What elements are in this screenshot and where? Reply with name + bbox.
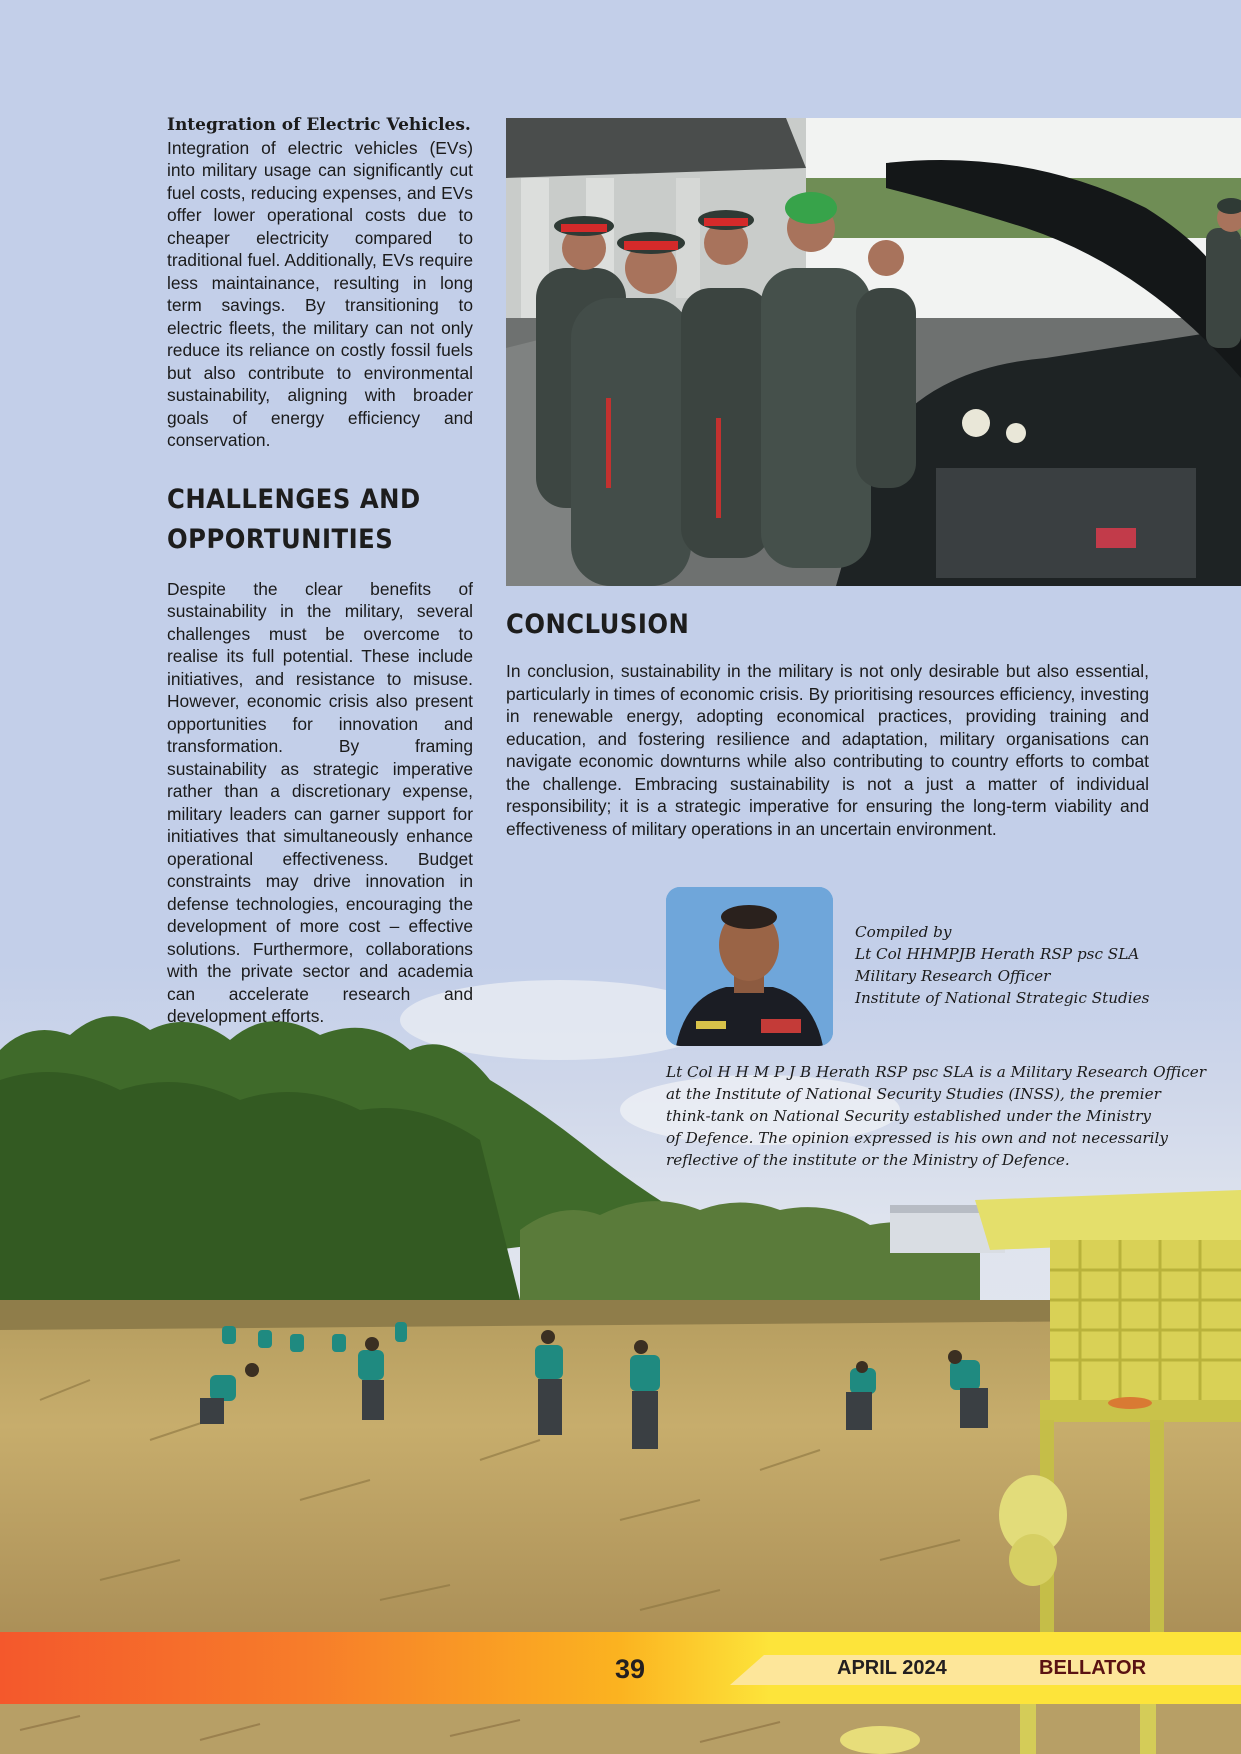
bio-line: of Defence. The opinion expressed is his own and not necessarily [666, 1129, 1168, 1147]
author-portrait [666, 887, 833, 1046]
bio-line: Lt Col H H M P J B Herath RSP psc SLA is a Military Research Officer [666, 1063, 1206, 1081]
officers-inspecting-vehicle-photo [506, 118, 1241, 586]
footer-tab [730, 1655, 1241, 1685]
credit-line: Lt Col HHMPJB Herath RSP psc SLA [855, 945, 1140, 963]
conclusion-text: In conclusion, sustainability in the military is not only desirable but also essential, particularly in times of economic crisis. By prioritising resources efficiency, investing in renewable energy, adopting economical practices, providing training and education, and fostering resilience and adaptation, military organisations can navigate economic downturns while also contributing to country efforts to combat the challenge. Embracing sustainability is not a just a matter of individual responsibility; it is a strategic imperative for ensuring the long-term viability and effectiveness of military operations in an uncertain environment. [506, 661, 1149, 839]
bio-line: at the Institute of National Security Studies (INSS), the premier [666, 1085, 1161, 1103]
magazine-name: BELLATOR [1039, 1657, 1147, 1679]
challenges-text: Despite the clear benefits of sustainability in the military, several challenges must be overcome to realise its full potential. These include initiatives, and resistance to misuse. However, economic crisis also present opportunities for innovation and transformation. By framing sustainability as strategic imperative rather than a discretionary expense, military leaders can garner support for initiatives that simultaneously enhance operational effectiveness. Budget constraints may drive innovation in defense technologies, encouraging the development of more cost – effective solutions. Furthermore, collaborations with the private sector and academia can accelerate research and development efforts. [167, 578, 473, 1026]
right-column [506, 605, 1149, 840]
ev-subheading: Integration of Electric Vehicles. [167, 115, 471, 135]
credit-line: Institute of National Strategic Studies [855, 989, 1150, 1007]
credit-line: Compiled by [855, 923, 952, 941]
conclusion-heading: CONCLUSION [506, 609, 690, 640]
page-number: 39 [614, 1654, 646, 1684]
author-bio [666, 1061, 1206, 1171]
ev-text: Integration of electric vehicles (EVs) into military usage can significantly cut fuel costs, reducing expenses, and EVs offer lower operational costs due to cheaper electricity compared to traditional fuel. Additionally, EVs require less maintainance, resulting in long term savings. By transitioning to electric fleets, the military can not only reduce its reliance on costly fossil fuels but also contribute to environmental sustainability, aligning with broader goals of energy efficiency and conservation. [167, 137, 473, 450]
bio-line: think-tank on National Security established under the Ministry [666, 1107, 1151, 1125]
bio-line: reflective of the institute or the Ministry of Defence. [666, 1151, 1070, 1169]
author-credit [855, 921, 1155, 1009]
credit-line: Military Research Officer [855, 967, 1051, 985]
left-column [167, 113, 473, 1028]
challenges-heading: CHALLENGES AND OPPORTUNITIES [167, 483, 421, 555]
ev-paragraph [167, 113, 473, 452]
issue-date: APRIL 2024 [837, 1657, 947, 1679]
